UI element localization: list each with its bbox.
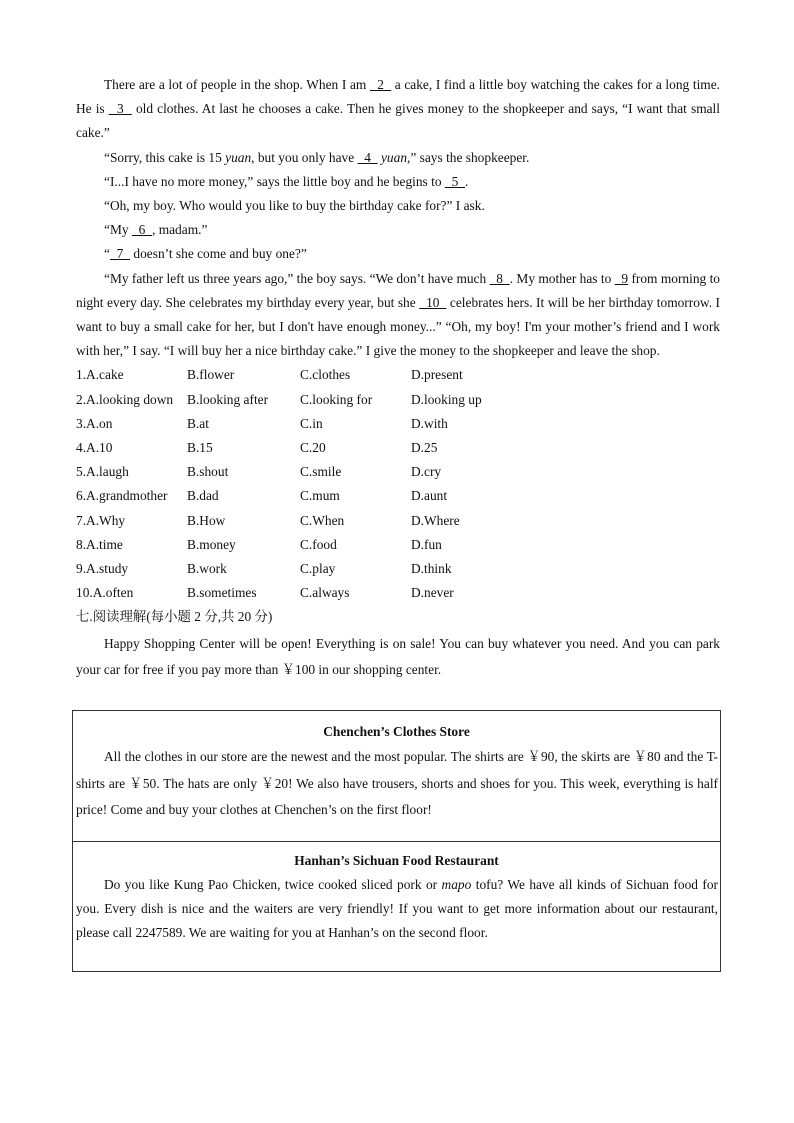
text: . (464, 173, 469, 189)
option: B.sometimes (187, 585, 257, 601)
restaurant-ad (72, 840, 721, 972)
option: B.dad (187, 488, 219, 504)
text: “My father left us three years ago,” the boy says. “We don’t have much (104, 270, 490, 286)
option-row-10 (76, 581, 720, 605)
yuan-italic: yuan (380, 149, 408, 165)
option: 2.A.looking down (76, 391, 174, 407)
option: 10.A.often (76, 585, 134, 601)
option: B.looking after (187, 391, 269, 407)
option: 5.A.laugh (76, 464, 129, 480)
section-title: 七.阅读理解(每小题 2 分,共 20 分) (76, 609, 273, 625)
option: C.in (300, 415, 323, 431)
story-paragraph-1 (76, 73, 720, 146)
story-paragraph-4: “Oh, my boy. Who would you like to buy the birthday cake for?” I ask. (104, 198, 485, 214)
option: B.work (187, 560, 227, 576)
text: a cake, I find a little boy watching the cakes for a long time. He is (76, 77, 720, 117)
story-paragraph-6 (76, 242, 720, 266)
blank-8: 8 (489, 270, 510, 286)
option: C.smile (300, 464, 342, 480)
blank-10: 10 (419, 294, 447, 310)
blank-9: 9 (614, 270, 629, 286)
exam-page (76, 73, 720, 683)
option: D.looking up (411, 391, 482, 407)
option: D.with (411, 415, 448, 431)
blank-4: 4 (357, 149, 378, 165)
text: , but you only have (251, 149, 358, 165)
text: . My mother has to (509, 270, 615, 286)
text: “ (104, 246, 110, 262)
blank-7: 7 (109, 246, 131, 262)
option: B.How (187, 512, 226, 528)
option: D.fun (411, 536, 442, 552)
option: C.mum (300, 488, 340, 504)
answer-options (76, 363, 720, 605)
option: D.cry (411, 464, 442, 480)
restaurant-text (73, 873, 720, 946)
option: 9.A.study (76, 560, 129, 576)
option-row-9 (76, 557, 720, 581)
clothes-store-text: All the clothes in our store are the newest and the most popular. The shirts are ￥90, the skirts are ￥80 and the T-shirts are ￥50. The hats are only ￥20! We also have trousers, shorts and shoes for you. This week, everything is half price! Come and buy your clothes at Chenchen’s on the first floor! (76, 749, 718, 818)
option-row-4 (76, 436, 720, 460)
option: D.25 (411, 440, 438, 455)
option-row-2 (76, 388, 720, 412)
text: celebrates hers. It will be her birthday tomorrow. I want to buy a small cake for her, but I don't have enough money...” “Oh, my boy! I'm your mother’s friend and I work with her,” I say. “I will buy her a nice birthday cake.” I give the money to the shopkeeper and leave the shop. (76, 294, 721, 359)
option: C.clothes (300, 367, 351, 383)
option: 7.A.Why (76, 512, 126, 528)
option: B.at (187, 415, 209, 431)
clothes-store-ad (72, 710, 721, 842)
text: ,” says the shopkeeper. (407, 149, 530, 165)
text: old clothes. At last he chooses a cake. Then he gives money to the shopkeeper and says, “I want that small cake.” (76, 101, 720, 141)
option: B.shout (187, 464, 229, 480)
story-paragraph-3 (76, 170, 720, 194)
option: D.aunt (411, 488, 448, 504)
mapo-italic: mapo (441, 877, 472, 892)
option: C.looking for (300, 391, 373, 407)
text: “My (104, 222, 132, 238)
option: C.20 (300, 440, 326, 455)
story-paragraph-5 (76, 218, 720, 242)
option: C.food (300, 536, 337, 552)
option: C.play (300, 560, 336, 576)
option: 6.A.grandmother (76, 488, 168, 504)
option: B.flower (187, 367, 235, 383)
option: B.money (187, 536, 236, 552)
blank-3: 3 (108, 101, 132, 117)
option: C.always (300, 585, 350, 601)
option: C.When (300, 512, 345, 528)
option: 1.A.cake (76, 367, 124, 383)
option: D.Where (411, 512, 460, 528)
option: D.never (411, 585, 454, 601)
intro-paragraph: Happy Shopping Center will be open! Everything is on sale! You can buy whatever you need. And you can park your car for free if you pay more than ￥100 in our shopping center. (76, 636, 720, 678)
option-row-8 (76, 533, 720, 557)
text: tofu? We have all kinds of Sichuan food for you. Every dish is nice and the waiters are very friendly! If you want to get more information about our restaurant, please call 2247589. We are waiting for you at Hanhan’s on the second floor. (76, 877, 718, 941)
text: “I...I have no more money,” says the little boy and he begins to (104, 173, 445, 189)
text: Do you like Kung Pao Chicken, twice cooked sliced pork or (104, 877, 442, 892)
option-row-3 (76, 412, 720, 436)
restaurant-title: Hanhan’s Sichuan Food Restaurant (294, 853, 499, 868)
text: from morning to night every day. She celebrates my birthday every year, but she (76, 270, 720, 310)
story-paragraph-7 (76, 267, 720, 364)
option: 4.A.10 (76, 440, 113, 455)
option-row-6 (76, 484, 720, 508)
blank-6: 6 (131, 222, 152, 238)
option: 8.A.time (76, 536, 123, 552)
clothes-store-title: Chenchen’s Clothes Store (323, 724, 470, 739)
option-row-1 (76, 363, 720, 387)
blank-2: 2 (369, 77, 392, 92)
option: D.present (411, 367, 463, 383)
option: D.think (411, 560, 452, 576)
text: There are a lot of people in the shop. When I am (104, 77, 370, 92)
yuan-italic: yuan (225, 149, 252, 165)
text: , madam.” (152, 222, 208, 238)
option-row-7 (76, 509, 720, 533)
text: “Sorry, this cake is 15 (104, 149, 226, 165)
blank-5: 5 (444, 173, 465, 189)
option: 3.A.on (76, 415, 113, 431)
story-paragraph-2 (76, 146, 720, 170)
text: doesn’t she come and buy one?” (130, 246, 307, 262)
option-row-5 (76, 460, 720, 484)
option: B.15 (187, 440, 213, 455)
